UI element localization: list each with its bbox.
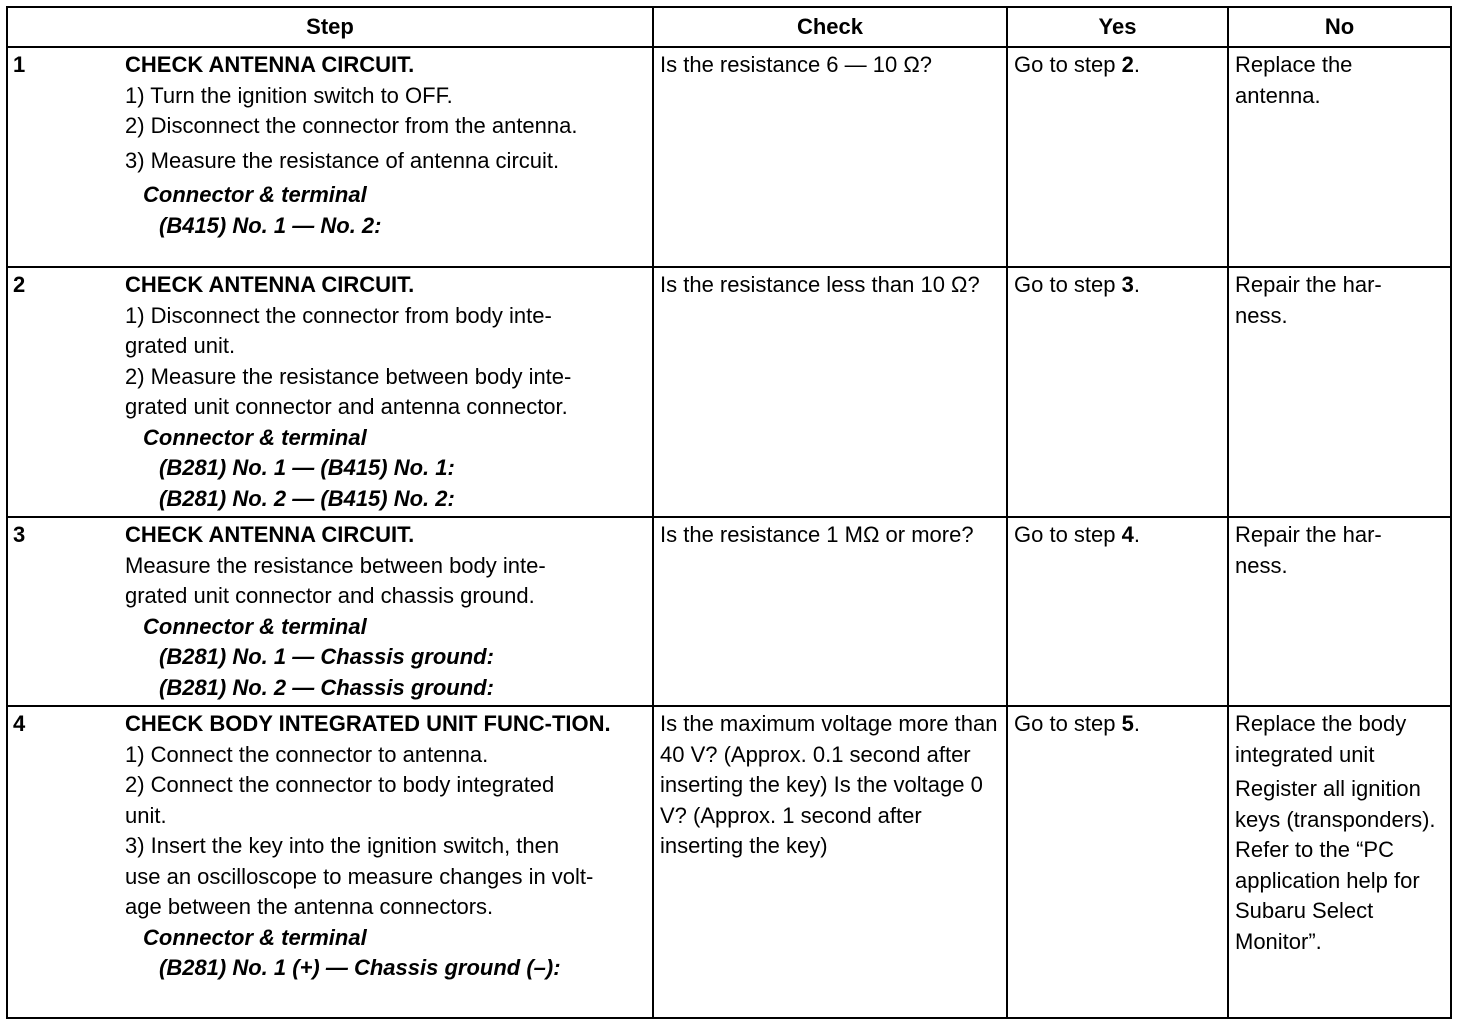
step-item: 3) Insert the key into the ignition switch, then [125,833,560,858]
connector-terminal: (B281) No. 1 (+) — Chassis ground (–): [159,955,561,980]
step-description [125,47,653,267]
step-description [125,267,653,517]
header-check: Check [653,7,1007,47]
step-item: Measure the resistance between body inte- [125,552,546,578]
no-cell [1228,706,1451,1018]
table-row [7,267,1451,517]
no-text: ness. [1235,552,1288,578]
yes-step-link: 3 [1121,272,1134,297]
step-item: grated unit connector and antenna connector. [125,394,568,419]
table-row [7,47,1451,267]
no-cell [1228,267,1451,517]
yes-prefix: Go to step [1014,272,1122,297]
header-yes: Yes [1007,7,1228,47]
step-item: 2) Measure the resistance between body inte- [125,363,572,389]
yes-suffix: . [1133,711,1140,736]
step-item: 3) Measure the resistance of antenna circuit. [125,147,560,173]
connector-terminal: (B281) No. 2 — (B415) No. 2: [159,485,455,511]
connector-label: Connector & terminal [143,182,367,207]
check-cell: Is the maximum voltage more than 40 V? (Approx. 0.1 second after inserting the key) Is the voltage 0 V? (Approx. 1 second after inserting the key) [653,706,1007,1018]
step-number: 1 [7,47,125,267]
step-item: age between the antenna connectors. [125,894,494,919]
step-item: 2) Connect the connector to body integrated [125,772,555,797]
check-cell: Is the resistance 6 — 10 Ω? [653,47,1007,267]
no-text: Repair the har- [1235,522,1382,547]
step-description [125,706,653,1018]
check-cell: Is the resistance less than 10 Ω? [653,267,1007,517]
step-title: CHECK ANTENNA CIRCUIT. [125,522,415,547]
connector-terminal: (B281) No. 2 — Chassis ground: [159,674,494,700]
yes-suffix: . [1133,52,1140,77]
step-title: CHECK ANTENNA CIRCUIT. [125,272,415,297]
no-text: Repair the har- [1235,272,1382,297]
step-item: grated unit connector and chassis ground. [125,583,535,608]
check-cell: Is the resistance 1 MΩ or more? [653,517,1007,706]
yes-prefix: Go to step [1014,522,1122,547]
step-number: 3 [7,517,125,706]
yes-step-link: 5 [1121,711,1134,736]
yes-cell [1007,267,1228,517]
connector-terminal: (B281) No. 1 — (B415) No. 1: [159,455,455,480]
yes-cell [1007,47,1228,267]
header-no: No [1228,7,1451,47]
step-item: 1) Disconnect the connector from body inte- [125,302,552,328]
no-cell [1228,517,1451,706]
step-item: 1) Turn the ignition switch to OFF. [125,82,453,108]
step-item: grated unit. [125,333,236,358]
table-header-row [7,7,1451,47]
yes-suffix: . [1133,272,1140,297]
step-item: unit. [125,802,167,828]
connector-label: Connector & terminal [143,924,367,950]
no-text: Replace the [1235,52,1353,77]
no-text: Register all ignition keys (transponders). Refer to the “PC application help for Subaru Select Monitor”. [1235,776,1436,954]
step-item: 2) Disconnect the connector from the antenna. [125,113,578,138]
step-title: CHECK BODY INTEGRATED UNIT FUNC-TION. [125,711,611,736]
connector-terminal: (B415) No. 1 — No. 2: [159,212,382,238]
step-description [125,517,653,706]
connector-label: Connector & terminal [143,424,367,450]
step-number: 2 [7,267,125,517]
yes-cell [1007,706,1228,1018]
connector-terminal: (B281) No. 1 — Chassis ground: [159,644,494,669]
step-item: use an oscilloscope to measure changes in volt- [125,863,594,889]
yes-prefix: Go to step [1014,52,1122,77]
header-step: Step [7,7,653,47]
diagnostic-table [6,6,1452,1019]
no-text: Replace the body integrated unit [1235,711,1407,767]
connector-label: Connector & terminal [143,613,367,639]
step-number: 4 [7,706,125,1018]
yes-step-link: 2 [1121,52,1134,77]
step-item: 1) Connect the connector to antenna. [125,741,489,767]
yes-step-link: 4 [1121,522,1134,547]
no-text: antenna. [1235,82,1321,108]
yes-cell [1007,517,1228,706]
table-row [7,706,1451,1018]
no-cell [1228,47,1451,267]
no-text: ness. [1235,302,1288,328]
yes-prefix: Go to step [1014,711,1122,736]
table-row [7,517,1451,706]
step-title: CHECK ANTENNA CIRCUIT. [125,52,415,77]
yes-suffix: . [1133,522,1140,547]
